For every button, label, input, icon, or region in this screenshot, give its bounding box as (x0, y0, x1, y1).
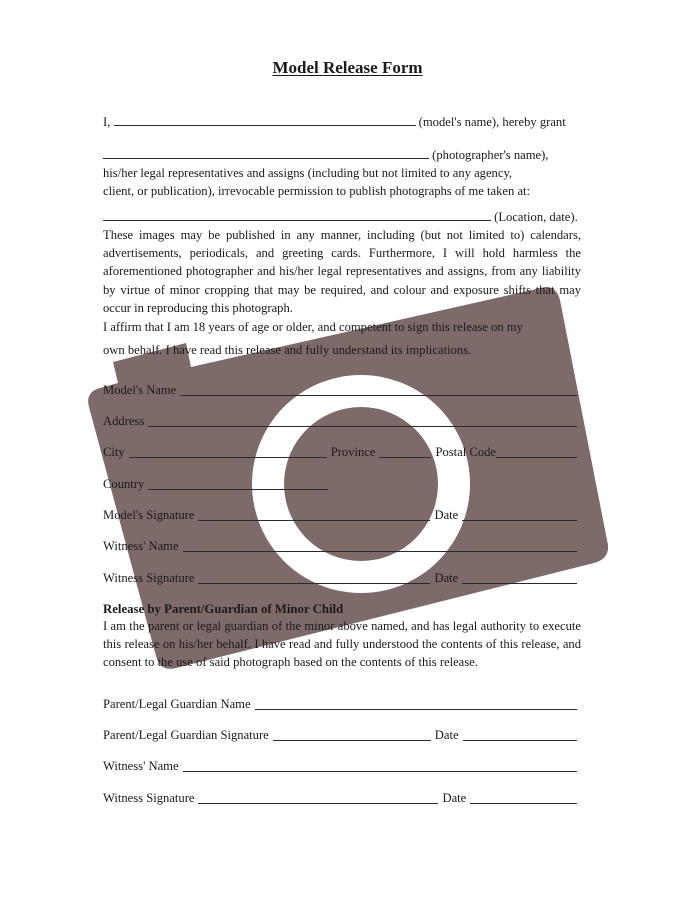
guardian-date-input[interactable] (463, 727, 577, 741)
guardian-witness-name-label: Witness' Name (103, 759, 179, 773)
grant-line-2 (103, 146, 583, 164)
city-input[interactable] (129, 444, 327, 458)
grant-line-1 (103, 113, 583, 131)
model-date-input[interactable] (462, 507, 577, 521)
photographer-name-blank[interactable] (103, 146, 429, 159)
witness-signature-label: Witness Signature (103, 571, 195, 585)
grant-location-label: (Location, date). (494, 210, 578, 224)
city-row (103, 443, 581, 461)
address-label: Address (103, 414, 145, 428)
country-field (103, 475, 581, 493)
guardian-signature-row (103, 726, 581, 744)
address-field (103, 412, 581, 430)
model-name-label: Model's Name (103, 383, 177, 397)
guardian-name-field (103, 695, 581, 713)
model-name-field (103, 381, 581, 399)
grant-prefix: I, (103, 115, 111, 129)
witness-date-input[interactable] (462, 570, 577, 584)
guardian-paragraph: I am the parent or legal guardian of the minor above named, and has legal authority to execute this release on his/her behalf. I have read and fully understood the contents of this release, and consent to the use of said photograph based on the contents of this release. (103, 619, 581, 670)
province-label: Province (330, 445, 376, 459)
country-label: Country (103, 477, 145, 491)
model-name-input[interactable] (180, 382, 577, 396)
model-signature-row (103, 506, 581, 524)
guardian-witness-date-label: Date (442, 791, 467, 805)
guardian-witness-name-input[interactable] (183, 758, 577, 772)
grant-line-3: his/her legal representatives and assigns (including but not limited to any agency, (103, 166, 513, 180)
model-signature-label: Model's Signature (103, 508, 195, 522)
guardian-section-heading: Release by Parent/Guardian of Minor Child (103, 602, 344, 616)
guardian-name-input[interactable] (255, 696, 577, 710)
affirm-line-1: I affirm that I am 18 years of age or older, and competent to sign this release on my (103, 320, 523, 334)
postal-code-label: Postal Code (435, 445, 497, 459)
guardian-signature-input[interactable] (273, 727, 431, 741)
witness-name-input[interactable] (183, 538, 577, 552)
guardian-witness-signature-input[interactable] (198, 790, 438, 804)
guardian-witness-signature-row (103, 789, 581, 807)
page-title: Model Release Form (272, 58, 423, 77)
location-date-blank[interactable] (103, 208, 491, 221)
witness-signature-input[interactable] (198, 570, 430, 584)
affirm-line-2: own behalf. I have read this release and fully understand its implications. (103, 343, 472, 357)
province-input[interactable] (379, 444, 431, 458)
guardian-signature-label: Parent/Legal Guardian Signature (103, 728, 269, 742)
guardian-name-label: Parent/Legal Guardian Name (103, 697, 251, 711)
postal-code-input[interactable] (496, 444, 577, 458)
model-signature-input[interactable] (198, 507, 430, 521)
witness-date-label: Date (434, 571, 459, 585)
publication-paragraph: These images may be published in any manner, including (but not limited to) calendars, advertisements, periodicals, and greeting cards. Furthermore, I will hold harmless the aforementioned photographer and his/her legal representatives and assigns, from any liability by virtue of minor cropping that may be required, and colour and exposure shifts that may occur in reproducing this photograph. (103, 228, 581, 315)
country-input[interactable] (148, 476, 328, 490)
guardian-date-label: Date (434, 728, 459, 742)
witness-name-label: Witness' Name (103, 539, 179, 553)
city-label: City (103, 445, 125, 459)
grant-line-4: client, or publication), irrevocable permission to publish photographs of me taken at: (103, 184, 531, 198)
guardian-witness-name-field (103, 757, 581, 775)
guardian-witness-signature-label: Witness Signature (103, 791, 195, 805)
grant-line-5 (103, 208, 583, 226)
witness-name-field (103, 537, 581, 555)
address-input[interactable] (148, 413, 577, 427)
witness-signature-row (103, 569, 581, 587)
grant-photographer-label: (photographer's name), (432, 148, 549, 162)
model-name-blank[interactable] (114, 113, 416, 126)
model-date-label: Date (434, 508, 459, 522)
grant-model-label: (model's name), hereby grant (418, 115, 566, 129)
guardian-witness-date-input[interactable] (470, 790, 577, 804)
